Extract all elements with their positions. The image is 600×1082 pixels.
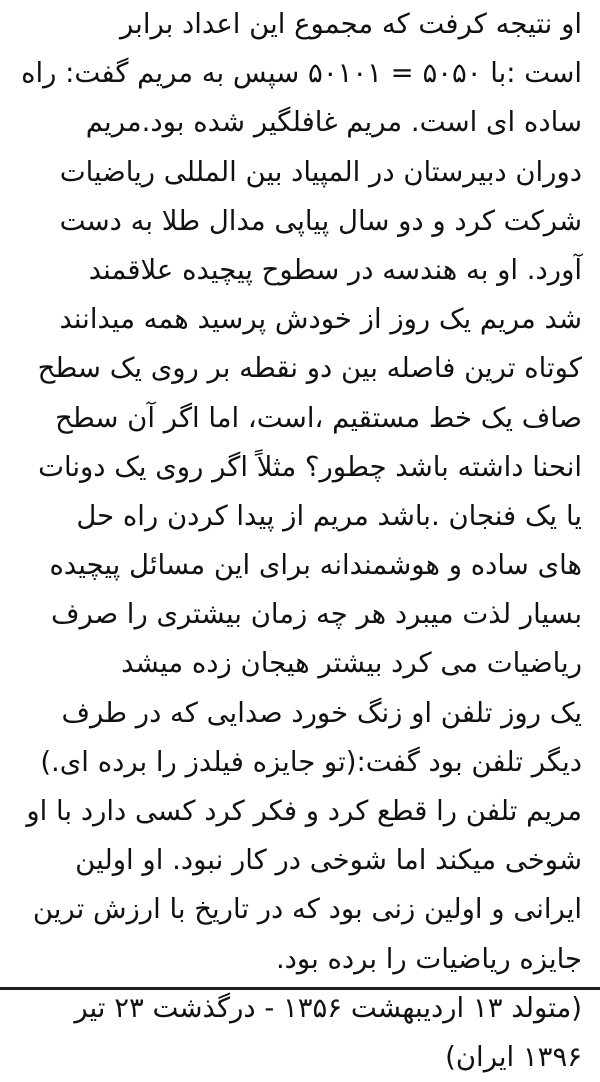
text-line: ریاضیات می کرد بیشتر هیجان زده میشد <box>121 647 582 680</box>
text-line: شرکت کرد و دو سال پیاپی مدال طلا به دست <box>59 204 582 237</box>
text-line: ۱۳۹۶ ایران) <box>445 1040 582 1073</box>
text-line: های ساده و هوشمندانه برای این مسائل پیچیده <box>49 549 582 582</box>
text-line: جایزه ریاضیات را برده بود. <box>275 942 582 975</box>
text-line: یک روز تلفن او زنگ خورد صدایی که در طرف <box>61 696 582 729</box>
text-line: دوران دبیرستان در المپیاد بین المللی ریاضیات <box>59 155 582 188</box>
text-line: کوتاه ترین فاصله بین دو نقطه بر روی یک سطح <box>37 352 582 385</box>
text-line: انحنا داشته باشد چطور؟ مثلاً اگر روی یک دونات <box>38 450 582 483</box>
text-line: دیگر تلفن بود گفت:(تو جایزه فیلدز را برده ای.) <box>40 745 582 778</box>
text-line: او نتیجه کرفت که مجموع این اعداد برابر <box>120 8 582 40</box>
text-line: صاف یک خط مستقیم ،است، اما اگر آن سطح <box>55 401 582 434</box>
article-body <box>18 0 582 1082</box>
text-line: است :با ۵۰۵۰ = ۵۰۱۰۱ سپس به مریم گفت: راه <box>21 57 582 90</box>
text-line: ایرانی و اولین زنی بود که در تاریخ با ارزش ترین <box>32 893 582 926</box>
text-line: (متولد ۱۳ اردیبهشت ۱۳۵۶ - درگذشت ۲۳ تیر <box>74 991 582 1024</box>
text-line: آورد. او به هندسه در سطوح پیچیده علاقمند <box>88 253 582 286</box>
text-line: شد مریم یک روز از خودش پرسید همه میدانند <box>59 303 582 336</box>
text-line: مریم تلفن را قطع کرد و فکر کرد کسی دارد با او <box>26 795 582 827</box>
text-line: بسیار لذت میبرد هر چه زمان بیشتری را صرف <box>51 598 582 631</box>
text-line: ساده ای است. مریم غافلگیر شده بود.مریم <box>85 106 582 139</box>
text-line: شوخی میکند اما شوخی در کار نبود. او اولین <box>75 844 582 877</box>
text-line: یا یک فنجان .باشد مریم از پیدا کردن راه حل <box>76 499 582 532</box>
